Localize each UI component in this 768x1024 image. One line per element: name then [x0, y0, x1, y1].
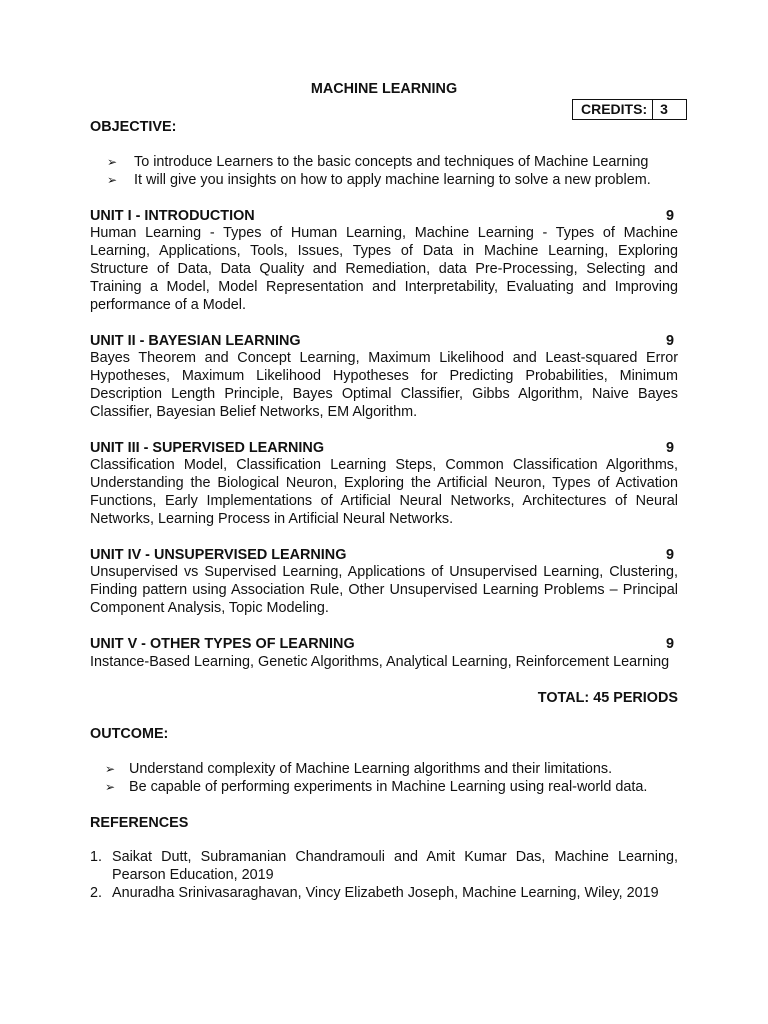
credits-value: 3	[660, 101, 668, 117]
arrow-bullet-icon: ➢	[107, 172, 118, 187]
credits-label: CREDITS:	[573, 100, 653, 119]
total-periods: TOTAL: 45 PERIODS	[537, 690, 678, 706]
unit-3-heading: UNIT III - SUPERVISED LEARNING 9	[90, 440, 674, 456]
list-item: ➢ Understand complexity of Machine Learning algorithms and their limitations.	[105, 761, 613, 777]
unit-5-hours: 9	[665, 636, 674, 652]
arrow-bullet-icon: ➢	[105, 779, 116, 794]
unit-5-heading: UNIT V - OTHER TYPES OF LEARNING 9	[90, 636, 674, 652]
unit-4-content: Unsupervised vs Supervised Learning, Applications of Unsupervised Learning, Clustering, Finding pattern using Association Rule, Other Unsupervised Learning Problems – Principal Component Analysis, Topic Modeling.	[90, 564, 678, 616]
list-item: ➢ To introduce Learners to the basic concepts and techniques of Machine Learning	[107, 154, 649, 170]
arrow-bullet-icon: ➢	[107, 155, 118, 169]
references-list	[90, 849, 678, 903]
list-item: ➢ Be capable of performing experiments in Machine Learning using real-world data.	[105, 778, 648, 795]
unit-4-heading: UNIT IV - UNSUPERVISED LEARNING 9	[90, 547, 674, 563]
list-item: ➢ It will give you insights on how to apply machine learning to solve a new problem.	[107, 171, 651, 188]
unit-2-hours: 9	[665, 333, 674, 349]
syllabus-page	[90, 0, 678, 1024]
objective-heading: OBJECTIVE:	[90, 119, 177, 135]
credits-box	[572, 99, 687, 120]
outcome-list	[105, 761, 647, 796]
unit-4-hours: 9	[665, 547, 674, 563]
unit-1-heading: UNIT I - INTRODUCTION 9	[90, 208, 674, 224]
page-title: MACHINE LEARNING	[310, 81, 458, 97]
unit-1-hours: 9	[665, 208, 674, 224]
unit-2-content: Bayes Theorem and Concept Learning, Maximum Likelihood and Least-squared Error Hypotheses, Maximum Likelihood Hypotheses for Predicting Probabilities, Minimum Description Length Principle, Bayes Optimal Classifier, Gibbs Algorithm, Naive Bayes Classifier, Bayesian Belief Networks, EM Algorithm.	[90, 350, 678, 420]
unit-1-content: Human Learning - Types of Human Learning, Machine Learning - Types of Machine Learning, Applications, Tools, Issues, Types of Data in Machine Learning, Exploring Structure of Data, Data Quality and Remediation, data Pre-Processing, Selecting and Training a Model, Model Representation and Interpretability, Evaluating and Improving performance of a Model.	[90, 225, 678, 313]
list-item: 2. Anuradha Srinivasaraghavan, Vincy Elizabeth Joseph, Machine Learning, Wiley, 2019	[90, 884, 659, 901]
unit-5-content: Instance-Based Learning, Genetic Algorithms, Analytical Learning, Reinforcement Learning	[90, 654, 670, 670]
outcome-heading: OUTCOME:	[90, 726, 169, 742]
list-item: 1. Saikat Dutt, Subramanian Chandramouli and Amit Kumar Das, Machine Learning, Pearson Education, 2019	[90, 849, 678, 883]
unit-3-hours: 9	[665, 440, 674, 456]
objective-list	[107, 154, 651, 189]
unit-3-content: Classification Model, Classification Learning Steps, Common Classification Algorithms, Understanding the Biological Neuron, Exploring the Artificial Neuron, Types of Activation Functions, Early Implementations of Artificial Neural Networks, Architectures of Neural Networks, Learning Process in Artificial Neural Networks.	[90, 457, 678, 527]
unit-2-heading: UNIT II - BAYESIAN LEARNING 9	[90, 333, 674, 349]
arrow-bullet-icon: ➢	[105, 762, 116, 776]
references-heading: REFERENCES	[90, 815, 189, 831]
